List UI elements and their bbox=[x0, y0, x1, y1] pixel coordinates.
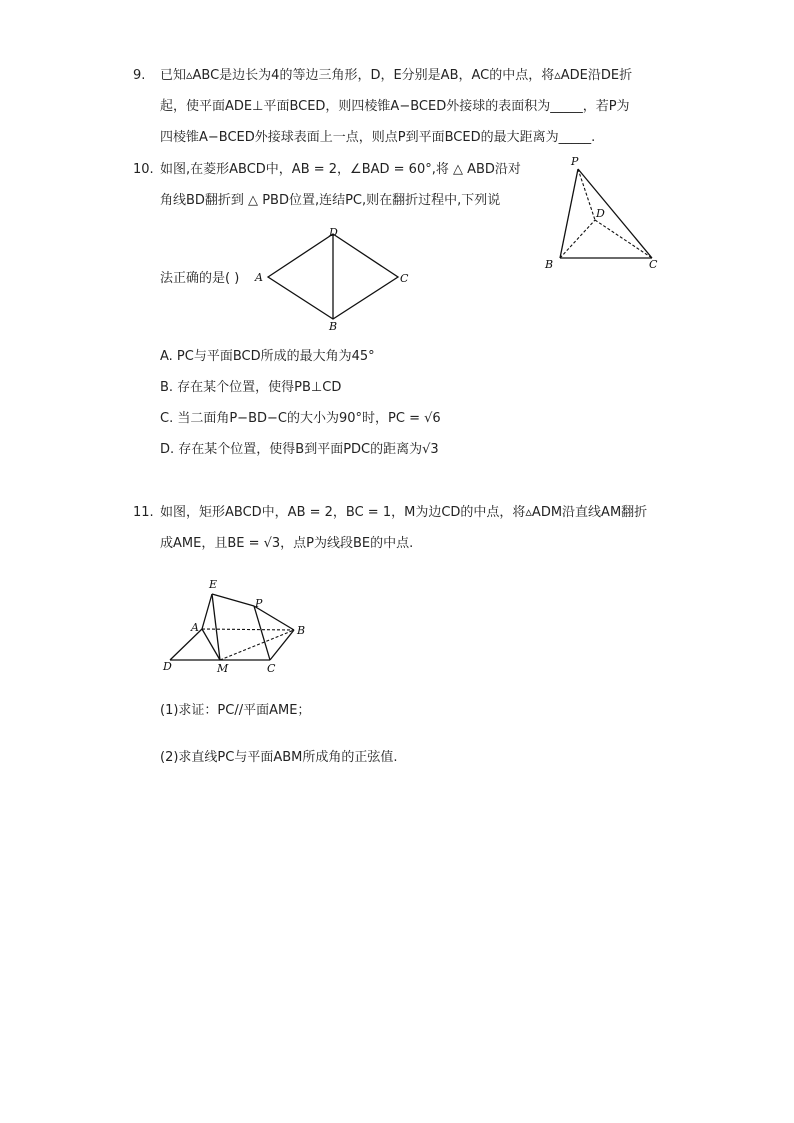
question-10-line-2: 角线BD翻折到 △ PBD位置,连结PC,则在翻折过程中,下列说 bbox=[160, 193, 501, 208]
question-9-line-3: 四棱锥A−BCED外接球表面上一点，则点P到平面BCED的最大距离为_____. bbox=[160, 130, 596, 145]
question-11-number: 11. bbox=[133, 505, 154, 520]
question-10-option-c: C. 当二面角P−BD−C的大小为90°时，PC = √6 bbox=[160, 411, 441, 426]
fold-label-b: B bbox=[297, 624, 306, 637]
question-11-line-2: 成AME，且BE = √3，点P为线段BE的中点. bbox=[160, 536, 414, 551]
question-10-option-b: B. 存在某个位置，使得PB⊥CD bbox=[160, 380, 342, 395]
tetra-label-d: D bbox=[596, 207, 605, 220]
question-11-part-1: (1)求证：PC//平面AME； bbox=[160, 703, 311, 718]
tetrahedron-figure bbox=[540, 152, 670, 274]
fold-label-e: E bbox=[209, 578, 218, 591]
fold-label-p: P bbox=[255, 597, 263, 610]
rhombus-label-d: D bbox=[329, 226, 338, 239]
fold-label-a: A bbox=[191, 621, 199, 634]
folded-rectangle-figure bbox=[160, 576, 310, 676]
tetra-label-p: P bbox=[571, 155, 579, 168]
rhombus-figure bbox=[250, 224, 410, 334]
question-9-number: 9. bbox=[133, 68, 146, 83]
fold-label-m: M bbox=[217, 662, 229, 675]
question-10-option-a: A. PC与平面BCD所成的最大角为45° bbox=[160, 349, 375, 364]
tetra-label-c: C bbox=[649, 258, 658, 271]
question-9-line-2: 起，使平面ADE⊥平面BCED，则四棱锥A−BCED外接球的表面积为_____，若P为 bbox=[160, 99, 630, 114]
question-10-line-1: 如图,在菱形ABCD中，AB = 2，∠BAD = 60°,将 △ ABD沿对 bbox=[160, 162, 521, 177]
question-10-option-d: D. 存在某个位置，使得B到平面PDC的距离为√3 bbox=[160, 442, 439, 457]
fold-label-d: D bbox=[163, 660, 172, 673]
question-10-line-3: 法正确的是( ) bbox=[160, 271, 240, 286]
tetra-label-b: B bbox=[545, 258, 554, 271]
question-10-number: 10. bbox=[133, 162, 154, 177]
rhombus-label-a: A bbox=[255, 271, 263, 284]
question-9-line-1: 已知▵ABC是边长为4的等边三角形，D，E分别是AB，AC的中点，将▵ADE沿DE折 bbox=[160, 68, 633, 83]
question-11-line-1: 如图，矩形ABCD中，AB = 2，BC = 1，M为边CD的中点，将▵ADM沿直线AM翻折 bbox=[160, 505, 648, 520]
question-11-part-2: (2)求直线PC与平面ABM所成角的正弦值. bbox=[160, 750, 398, 765]
fold-label-c: C bbox=[267, 662, 276, 675]
rhombus-label-b: B bbox=[329, 320, 338, 333]
rhombus-label-c: C bbox=[400, 272, 409, 285]
